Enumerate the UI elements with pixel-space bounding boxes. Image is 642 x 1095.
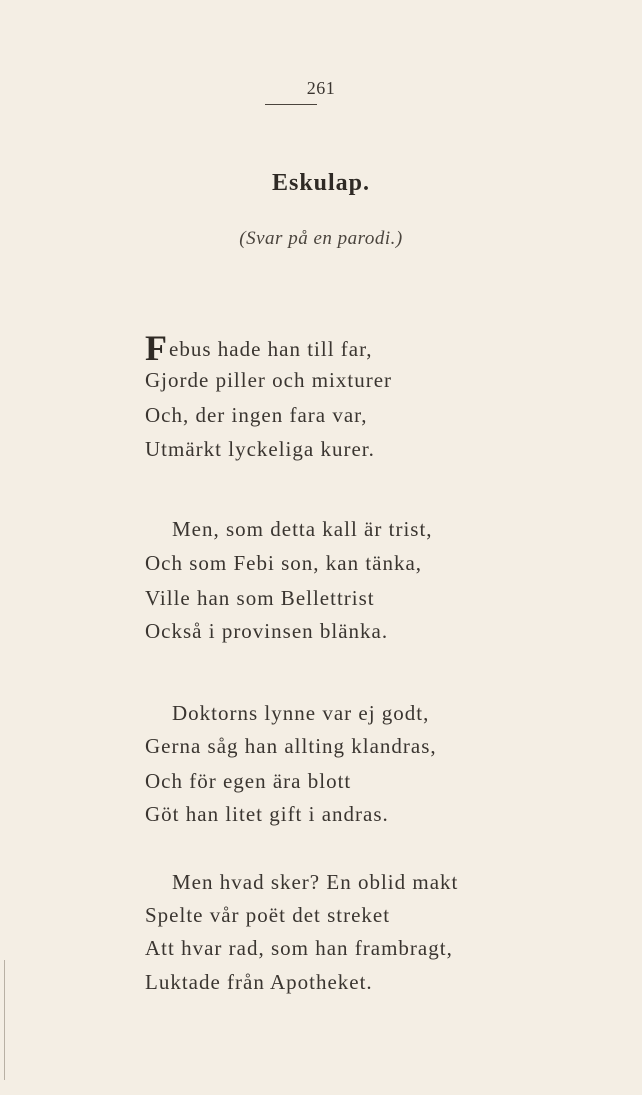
verse-line: Också i provinsen blänka.: [145, 619, 389, 643]
verse-line-text: ebus hade han till far,: [169, 337, 373, 361]
verse-line: Doktorns lynne var ej godt,: [172, 701, 430, 725]
drop-cap: F: [145, 328, 168, 368]
page-number: 261: [306, 78, 336, 98]
verse-line: Och, der ingen fara var,: [145, 403, 368, 427]
page-number-rule: [265, 104, 317, 105]
verse-line: Göt han litet gift i andras.: [145, 802, 389, 826]
poem-subtitle: (Svar på en parodi.): [239, 228, 403, 249]
verse-line: Och för egen ära blott: [145, 769, 352, 793]
page-edge-shadow: [4, 960, 5, 1080]
verse-line: Men hvad sker? En oblid makt: [172, 870, 459, 894]
verse-line: Gjorde piller och mixturer: [145, 368, 393, 392]
verse-line: Luktade från Apotheket.: [145, 970, 373, 994]
verse-line: Spelte vår poët det streket: [145, 903, 391, 927]
poem-title: Eskulap.: [271, 170, 371, 196]
verse-line: Utmärkt lyckeliga kurer.: [145, 437, 375, 461]
verse-line: Men, som detta kall är trist,: [172, 517, 433, 541]
verse-line: Att hvar rad, som han frambragt,: [145, 936, 453, 960]
verse-line: Och som Febi son, kan tänka,: [145, 551, 423, 575]
verse-line: [145, 330, 373, 366]
verse-line: Gerna såg han allting klandras,: [145, 734, 437, 758]
verse-line: Ville han som Bellettrist: [145, 586, 375, 610]
